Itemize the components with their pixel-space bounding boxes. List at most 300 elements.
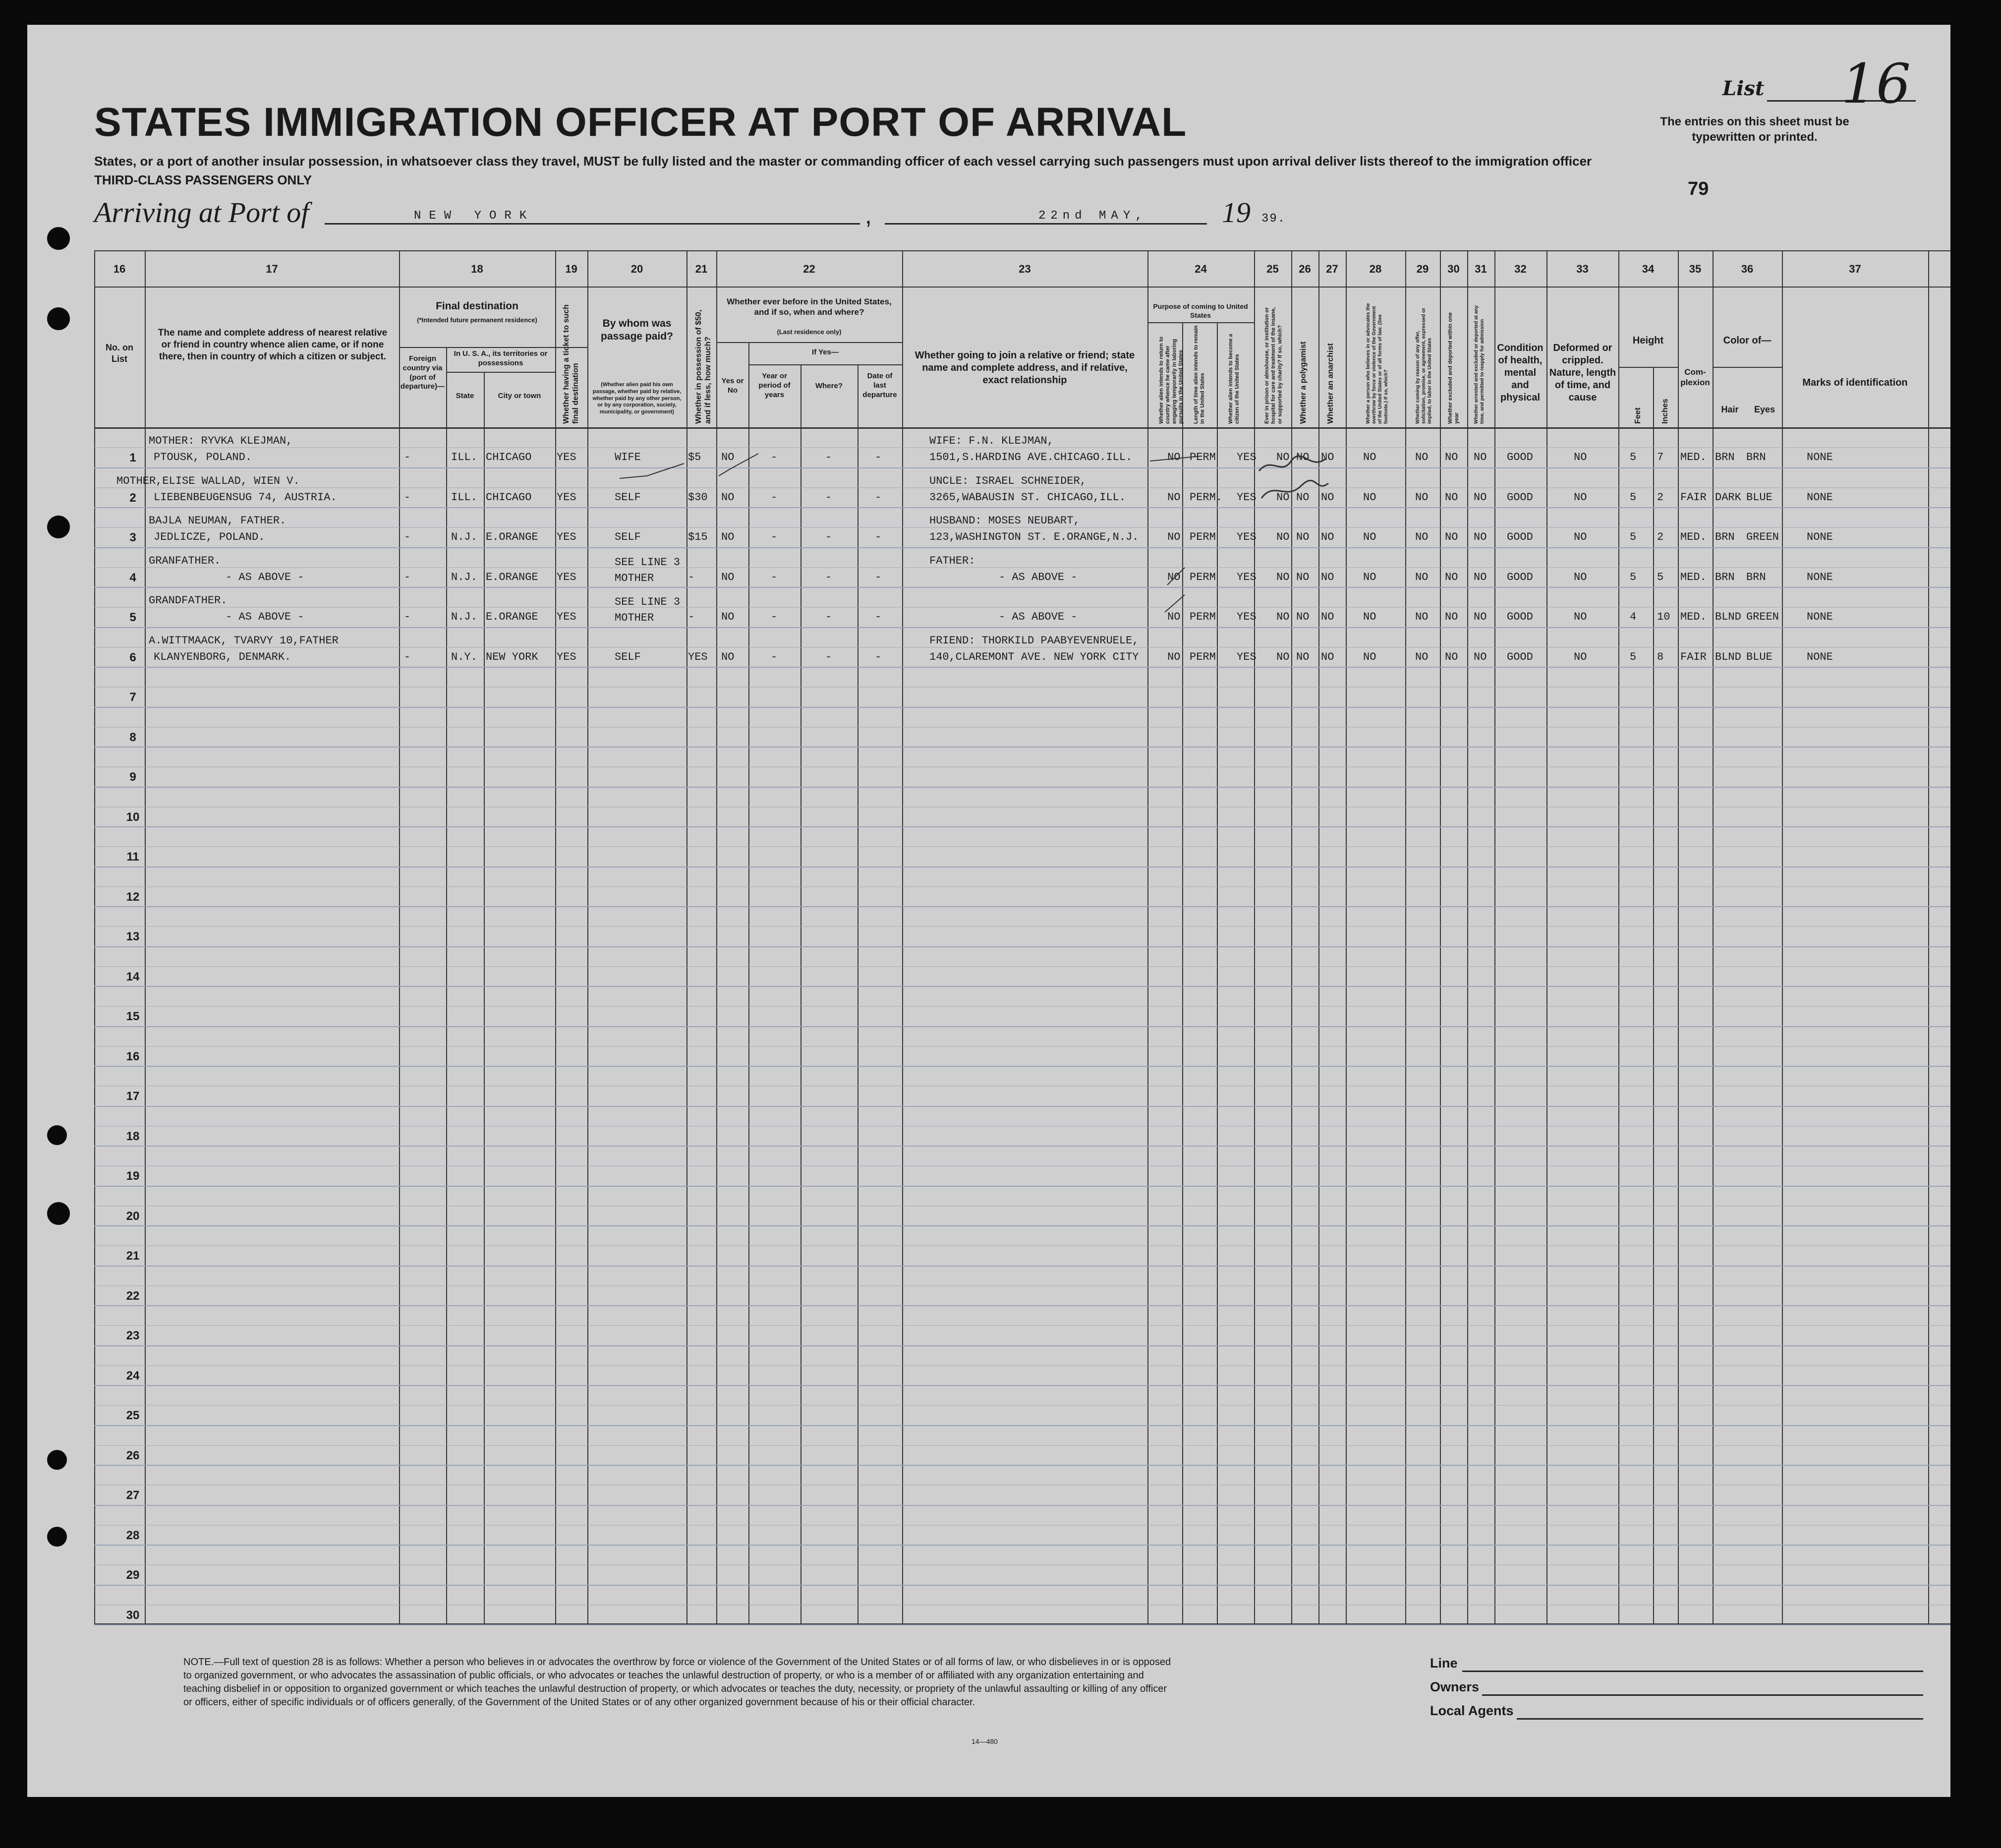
cell-city: E.ORANGE [486, 611, 538, 623]
colnum: 30 [1447, 263, 1460, 275]
hdr-ticket: Whether having a ticket to such final destination [562, 304, 580, 424]
row-number: 23 [126, 1329, 140, 1342]
row-subdivider [94, 647, 1950, 648]
date-value: 22nd MAY, [1038, 209, 1147, 223]
cell-feet: 5 [1630, 451, 1637, 463]
cell-paid: WIFE [615, 451, 641, 463]
colnum: 35 [1689, 263, 1702, 275]
year-suffix: 39. [1261, 212, 1286, 226]
instructions: The entries on this sheet must be typewritten or printed. [1660, 115, 1849, 144]
subhdr-line [446, 372, 555, 373]
arriving-label: Arriving at Port of [94, 196, 309, 229]
col-border [446, 347, 447, 1623]
year-prefix: 19 [1222, 196, 1251, 229]
hdr-by-whom: By whom was passage paid? [601, 318, 673, 343]
cell-feet: 4 [1630, 611, 1637, 623]
cell-before: NO [721, 611, 735, 623]
cell-ticket: YES [557, 491, 576, 504]
row-divider [94, 1545, 1950, 1546]
cell-before: NO [721, 650, 735, 663]
cell-eyes: BLUE [1746, 491, 1772, 504]
hdr-relative: The name and complete address of nearest relative or friend in country whence alien came, or if none there, then in country of which a citizen or subject. [158, 328, 388, 362]
cell-cit: YES [1237, 650, 1257, 663]
subhdr-line [399, 347, 587, 348]
cell-ret: NO [1167, 531, 1181, 543]
cell-feet: 5 [1630, 531, 1637, 543]
row-divider [94, 1505, 1950, 1506]
hdr-foreign-country: Foreign country via (port of departure)— [400, 354, 445, 391]
row-number: 14 [126, 970, 140, 983]
cell-q29: NO [1415, 451, 1429, 463]
cell-city: CHICAGO [486, 491, 532, 504]
form-number: 14—480 [972, 1737, 998, 1745]
cell-eyes: BLUE [1746, 650, 1772, 663]
row-divider [94, 1585, 1950, 1586]
row-number: 30 [126, 1608, 140, 1622]
cell-q30: NO [1445, 571, 1458, 583]
cell-marks: NONE [1807, 491, 1833, 504]
cell-foreign: - [404, 491, 411, 504]
cell-money: $5 [688, 451, 701, 463]
col-border [1678, 250, 1679, 1623]
hdr-color-of: Color of— [1723, 335, 1772, 346]
col-border [399, 250, 400, 1623]
row-subdivider [94, 1046, 1950, 1047]
cell-marks: NONE [1807, 611, 1833, 623]
cell-city: E.ORANGE [486, 571, 538, 583]
cell-health: GOOD [1507, 650, 1533, 663]
relative-address: - AS ABOVE - [226, 571, 304, 583]
row-divider [94, 1146, 1950, 1147]
hdr-before-us: Whether ever before in the United States, and if so, when and where? [727, 297, 892, 317]
cell-state: N.J. [451, 571, 477, 583]
hdr-eyes: Eyes [1754, 404, 1775, 414]
hdr-complexion: Com-plexion [1680, 367, 1710, 388]
row-divider [94, 866, 1950, 867]
row-subdivider [94, 487, 1950, 488]
hdr-date-last: Date of last departure [862, 372, 897, 399]
cell-prison: NO [1276, 611, 1290, 623]
row-subdivider [94, 447, 1950, 448]
cell-inch: 2 [1657, 531, 1664, 543]
cell-marks: NONE [1807, 650, 1833, 663]
hdr-health: Condition of health, mental and physical [1497, 343, 1544, 403]
cell-cit: YES [1237, 531, 1257, 543]
relative-name: GRANDFATHER. [149, 594, 228, 607]
cell-cit: YES [1237, 611, 1257, 623]
hdr-q29: Whether coming by reason of any offer, solicitation, promise, or agreement, expressed or implied, to labor in the United States [1415, 308, 1432, 424]
row-divider [94, 1026, 1950, 1027]
cell-prison: NO [1276, 451, 1290, 463]
row-subdivider [94, 926, 1950, 927]
hdr-by-whom-note: (Whether alien paid his own passage, whether paid by relative, whether paid by any other person, or by any corporation, society, municipality, or government) [592, 382, 682, 415]
row-divider [94, 787, 1950, 788]
hdr-purpose: Purpose of coming to United States [1153, 302, 1248, 319]
colnum: 26 [1299, 263, 1311, 275]
cell-ret: NO [1167, 650, 1181, 663]
hdr-money: Whether in possession of $50, and if less, how much? [694, 309, 713, 424]
cell-ret: NO [1167, 491, 1181, 504]
cell-hair: BRN [1715, 531, 1735, 543]
cell-q29: NO [1415, 611, 1429, 623]
cell-before: NO [721, 491, 735, 504]
hdr-final-dest-note: (*Intended future permanent residence) [417, 316, 537, 324]
hdr-no-on-list: No. on List [106, 343, 133, 364]
cell-ticket: YES [557, 611, 576, 623]
hdr-join: Whether going to join a relative or friend; state name and complete address, and if relative, exact relationship [915, 350, 1135, 386]
cell-where: - [825, 491, 832, 504]
binder-hole [47, 516, 70, 538]
row-number: 18 [126, 1129, 140, 1143]
join-name: WIFE: F.N. KLEJMAN, [929, 435, 1054, 447]
hdr-prison: Ever in prison or almshouse, or institution or hospital for care and treatment of the insane, or supported by charity? If so, which? [1264, 307, 1283, 424]
cell-feet: 5 [1630, 491, 1637, 504]
relative-name: MOTHER: RYVKA KLEJMAN, [149, 435, 293, 447]
row-subdivider [94, 1006, 1950, 1007]
subtitle: States, or a port of another insular possession, in whatsoever class they travel, MUST be fully listed and the master or commanding officer of each vessel carrying such passengers must upon arrival deliver lists thereof to the immigration officer [94, 154, 1592, 169]
binder-hole [47, 1202, 70, 1225]
row-subdivider [94, 1285, 1950, 1286]
row-subdivider [94, 727, 1950, 728]
hdr-q30: Whether excluded and deported within one year [1447, 312, 1460, 424]
cell-year: - [771, 611, 778, 623]
colnum: 37 [1849, 263, 1861, 275]
header-bottom-border [94, 427, 1950, 429]
cell-eyes: BRN [1746, 571, 1766, 583]
col-border [686, 250, 687, 1623]
join-address: 123,WASHINGTON ST. E.ORANGE,N.J. [929, 531, 1139, 543]
cell-q28: NO [1363, 491, 1376, 504]
subhdr-line [1713, 367, 1782, 368]
page-title: STATES IMMIGRATION OFFICER AT PORT OF ARRIVAL [94, 100, 1187, 145]
cell-feet: 5 [1630, 650, 1637, 663]
cell-inch: 2 [1657, 491, 1664, 504]
cell-q31: NO [1474, 571, 1487, 583]
row-number: 8 [129, 730, 136, 744]
colnum: 36 [1741, 263, 1754, 275]
colnum: 24 [1195, 263, 1207, 275]
hdr-inches: Inches [1661, 399, 1669, 424]
cell-prison: NO [1276, 571, 1290, 583]
cell-q31: NO [1474, 451, 1487, 463]
row-divider [94, 1225, 1950, 1226]
cell-state: N.J. [451, 611, 477, 623]
binder-hole [47, 227, 70, 250]
port-line [325, 213, 860, 225]
col-border [587, 250, 588, 1623]
cell-hair: BRN [1715, 451, 1735, 463]
cell-date: - [875, 451, 882, 463]
col-border [1546, 250, 1547, 1623]
manifest-sheet [27, 25, 1950, 1797]
row-subdivider [94, 807, 1950, 808]
cell-foreign: - [404, 531, 411, 543]
cell-len: PERM [1190, 531, 1216, 543]
class-line: THIRD-CLASS PASSENGERS ONLY [94, 173, 312, 187]
hdr-last-res: (Last residence only) [777, 328, 842, 336]
row-number: 15 [126, 1010, 140, 1023]
col-border [484, 372, 485, 1623]
handwritten-initials-icon [1257, 451, 1331, 506]
binder-hole [47, 307, 70, 330]
hdr-purpose-return: Whether alien intends to return to country whence he came after engaging temporarily in laboring pursuits in the United States [1158, 336, 1184, 424]
subhdr-line [1618, 367, 1678, 368]
cell-cit: YES [1237, 571, 1257, 583]
colnum: 23 [1019, 263, 1031, 275]
cell-where: - [825, 650, 832, 663]
row-number: 29 [126, 1568, 140, 1582]
row-subdivider [94, 687, 1950, 688]
cell-where: - [825, 611, 832, 623]
cell-comp: MED. [1680, 571, 1707, 583]
cell-comp: MED. [1680, 611, 1707, 623]
join-address: 1501,S.HARDING AVE.CHICAGO.ILL. [929, 451, 1133, 463]
cell-q28: NO [1363, 611, 1376, 623]
row-number: 3 [129, 531, 136, 544]
cell-ticket: YES [557, 571, 576, 583]
cell-paid: SELF [615, 531, 641, 543]
row-divider [94, 1305, 1950, 1306]
cell-date: - [875, 571, 882, 583]
cell-q28: NO [1363, 451, 1376, 463]
hdr-if-yes: If Yes— [812, 348, 839, 356]
port-value: NEW YORK [414, 209, 535, 223]
row-subdivider [94, 1445, 1950, 1446]
row-divider [94, 667, 1950, 668]
cell-money: - [688, 611, 695, 623]
cell-ticket: YES [557, 451, 576, 463]
cell-state: ILL. [451, 491, 477, 504]
colnum: 18 [471, 263, 483, 275]
relative-name: A.WITTMAACK, TVARVY 10,FATHER [149, 634, 339, 647]
row-divider [94, 1345, 1950, 1346]
cell-deform: NO [1574, 531, 1587, 543]
cell-deform: NO [1574, 491, 1587, 504]
colnum: 17 [266, 263, 278, 275]
check-mark-icon [617, 461, 686, 481]
row-divider [94, 587, 1950, 588]
owners-label: Owners [1430, 1679, 1480, 1694]
colnum: 20 [630, 263, 643, 275]
hdr-q28: Whether a person who believes in or advocates the overthrow by force or violence of the Government of the United States or of all forms of law. (See footnote.) If so, which? [1366, 303, 1389, 424]
cell-state: N.Y. [451, 650, 477, 663]
cell-year: - [771, 531, 778, 543]
cell-q30: NO [1445, 531, 1458, 543]
binder-hole [47, 1527, 67, 1547]
row-divider [94, 1106, 1950, 1107]
cell-len: PERM [1190, 650, 1216, 663]
line-label: Line [1430, 1656, 1458, 1671]
cell-hair: BLND [1715, 611, 1741, 623]
hdr-deformed: Deformed or crippled. Nature, length of time, and cause [1549, 343, 1616, 403]
row-subdivider [94, 527, 1950, 528]
relative-address: JEDLICZE, POLAND. [154, 531, 265, 543]
hdr-height: Height [1632, 335, 1664, 346]
row-subdivider [94, 1206, 1950, 1207]
cell-marks: NONE [1807, 571, 1833, 583]
row-subdivider [94, 1165, 1950, 1166]
col-border [1618, 250, 1619, 1623]
cell-health: GOOD [1507, 531, 1533, 543]
cell-money: $15 [688, 531, 708, 543]
cell-comp: FAIR [1680, 491, 1707, 504]
cell-q30: NO [1445, 451, 1458, 463]
col-border [1782, 250, 1783, 1623]
cell-q30: NO [1445, 491, 1458, 504]
list-label: List [1722, 77, 1765, 100]
hdr-q31: Whether arrested and excluded or deported at any time, and permitted to reapply for admission [1474, 305, 1485, 424]
join-address: - AS ABOVE - [999, 571, 1078, 583]
row-divider [94, 627, 1950, 628]
join-name: UNCLE: ISRAEL SCHNEIDER, [929, 474, 1086, 487]
row-divider [94, 547, 1950, 548]
check-mark-icon [716, 451, 761, 478]
join-address: - AS ABOVE - [999, 611, 1078, 623]
cell-marks: NONE [1807, 451, 1833, 463]
col-border [800, 364, 801, 1623]
row-number: 11 [126, 850, 139, 864]
cell-inch: 7 [1657, 451, 1664, 463]
colnum: 25 [1266, 263, 1279, 275]
relative-address: KLANYENBORG, DENMARK. [154, 650, 291, 663]
subhdr-line [748, 364, 902, 365]
cell-q28: NO [1363, 571, 1376, 583]
page-number: 79 [1688, 178, 1709, 199]
row-subdivider [94, 1605, 1950, 1606]
cell-q28: NO [1363, 531, 1376, 543]
cell-deform: NO [1574, 571, 1587, 583]
colnum: 22 [803, 263, 815, 275]
row-divider [94, 1385, 1950, 1386]
row-number: 12 [126, 890, 140, 904]
hdr-city: City or town [498, 392, 541, 400]
cell-prison: NO [1276, 531, 1290, 543]
cell-eyes: BRN [1746, 451, 1766, 463]
row-divider [94, 986, 1950, 987]
cell-anar: NO [1321, 611, 1334, 623]
row-number: 17 [126, 1090, 140, 1103]
cell-money: $30 [688, 491, 708, 504]
row-number: 1 [129, 451, 136, 464]
table-top-border [94, 250, 1950, 251]
col-border [902, 250, 903, 1623]
row-subdivider [94, 1365, 1950, 1366]
colnum: 31 [1475, 263, 1487, 275]
cell-poly: NO [1296, 571, 1310, 583]
row-subdivider [94, 1325, 1950, 1326]
join-name: FATHER: [929, 554, 975, 567]
cell-paid: SELF [615, 491, 641, 504]
cell-poly: NO [1296, 491, 1310, 504]
subhdr-line [716, 342, 902, 343]
hdr-where: Where? [815, 382, 843, 390]
join-name: FRIEND: THORKILD PAABYEVENRUELE, [929, 634, 1139, 647]
row-divider [94, 707, 1950, 708]
cell-date: - [875, 491, 882, 504]
cell-paid: SEE LINE 3 MOTHER [615, 596, 681, 624]
col-border [1217, 322, 1218, 1623]
col-border [1440, 250, 1441, 1623]
col-border [1467, 250, 1468, 1623]
colnum: 33 [1576, 263, 1589, 275]
row-subdivider [94, 766, 1950, 767]
cell-feet: 5 [1630, 571, 1637, 583]
row-divider [94, 1186, 1950, 1187]
col-border [1928, 250, 1929, 1623]
row-subdivider [94, 1564, 1950, 1565]
cell-anar: NO [1321, 491, 1334, 504]
row-divider [94, 467, 1950, 468]
cell-year: - [771, 571, 778, 583]
cell-cit: YES [1237, 491, 1257, 504]
cell-anar: NO [1321, 571, 1334, 583]
cell-q30: NO [1445, 650, 1458, 663]
join-address: 140,CLAREMONT AVE. NEW YORK CITY [929, 650, 1139, 663]
row-subdivider [94, 966, 1950, 967]
colnum: 21 [695, 263, 708, 275]
row-subdivider [94, 886, 1950, 887]
cell-foreign: - [404, 611, 411, 623]
row-divider [94, 1624, 1950, 1625]
cell-before: NO [721, 571, 735, 583]
cell-len: PERM. [1190, 491, 1223, 504]
cell-health: GOOD [1507, 611, 1533, 623]
row-subdivider [94, 1086, 1950, 1087]
binder-hole [47, 1125, 67, 1145]
cell-date: - [875, 611, 882, 623]
cell-ticket: YES [557, 531, 576, 543]
row-number: 26 [126, 1448, 140, 1462]
row-number: 20 [126, 1209, 140, 1223]
relative-address: - AS ABOVE - [226, 611, 304, 623]
col-border [1182, 322, 1183, 1623]
col-border [94, 250, 95, 1623]
cell-paid: SEE LINE 3 MOTHER [615, 556, 681, 584]
row-number: 4 [129, 571, 136, 584]
cell-q28: NO [1363, 650, 1376, 663]
relative-name: MOTHER,ELISE WALLAD, WIEN V. [116, 474, 300, 487]
row-number: 6 [129, 650, 136, 664]
cell-comp: FAIR [1680, 650, 1707, 663]
hdr-state: State [456, 392, 474, 400]
col-border [1346, 250, 1347, 1623]
cell-q29: NO [1415, 491, 1429, 504]
cell-hair: DARK [1715, 491, 1741, 504]
row-subdivider [94, 607, 1950, 608]
cell-len: PERM [1190, 611, 1216, 623]
row-divider [94, 946, 1950, 947]
cell-anar: NO [1321, 451, 1334, 463]
row-number: 9 [129, 770, 136, 784]
cell-cit: YES [1237, 451, 1257, 463]
cell-q29: NO [1415, 571, 1429, 583]
hdr-purpose-length: Length of time alien intends to remain in the United States [1193, 325, 1206, 424]
hdr-purpose-citizen: Whether alien intends to become a citizen of the United States [1228, 334, 1241, 424]
colnum: 16 [113, 263, 126, 275]
cell-inch: 5 [1657, 571, 1664, 583]
col-border [1713, 250, 1714, 1623]
row-subdivider [94, 1405, 1950, 1406]
join-name: HUSBAND: MOSES NEUBART, [929, 515, 1080, 527]
comma: , [865, 201, 872, 229]
cell-poly: NO [1296, 650, 1310, 663]
hdr-final-destination: Final destination [436, 300, 518, 312]
cell-money: - [688, 571, 695, 583]
cell-city: NEW YORK [486, 650, 538, 663]
cell-before: NO [721, 531, 735, 543]
cell-hair: BLND [1715, 650, 1741, 663]
cell-q31: NO [1474, 491, 1487, 504]
